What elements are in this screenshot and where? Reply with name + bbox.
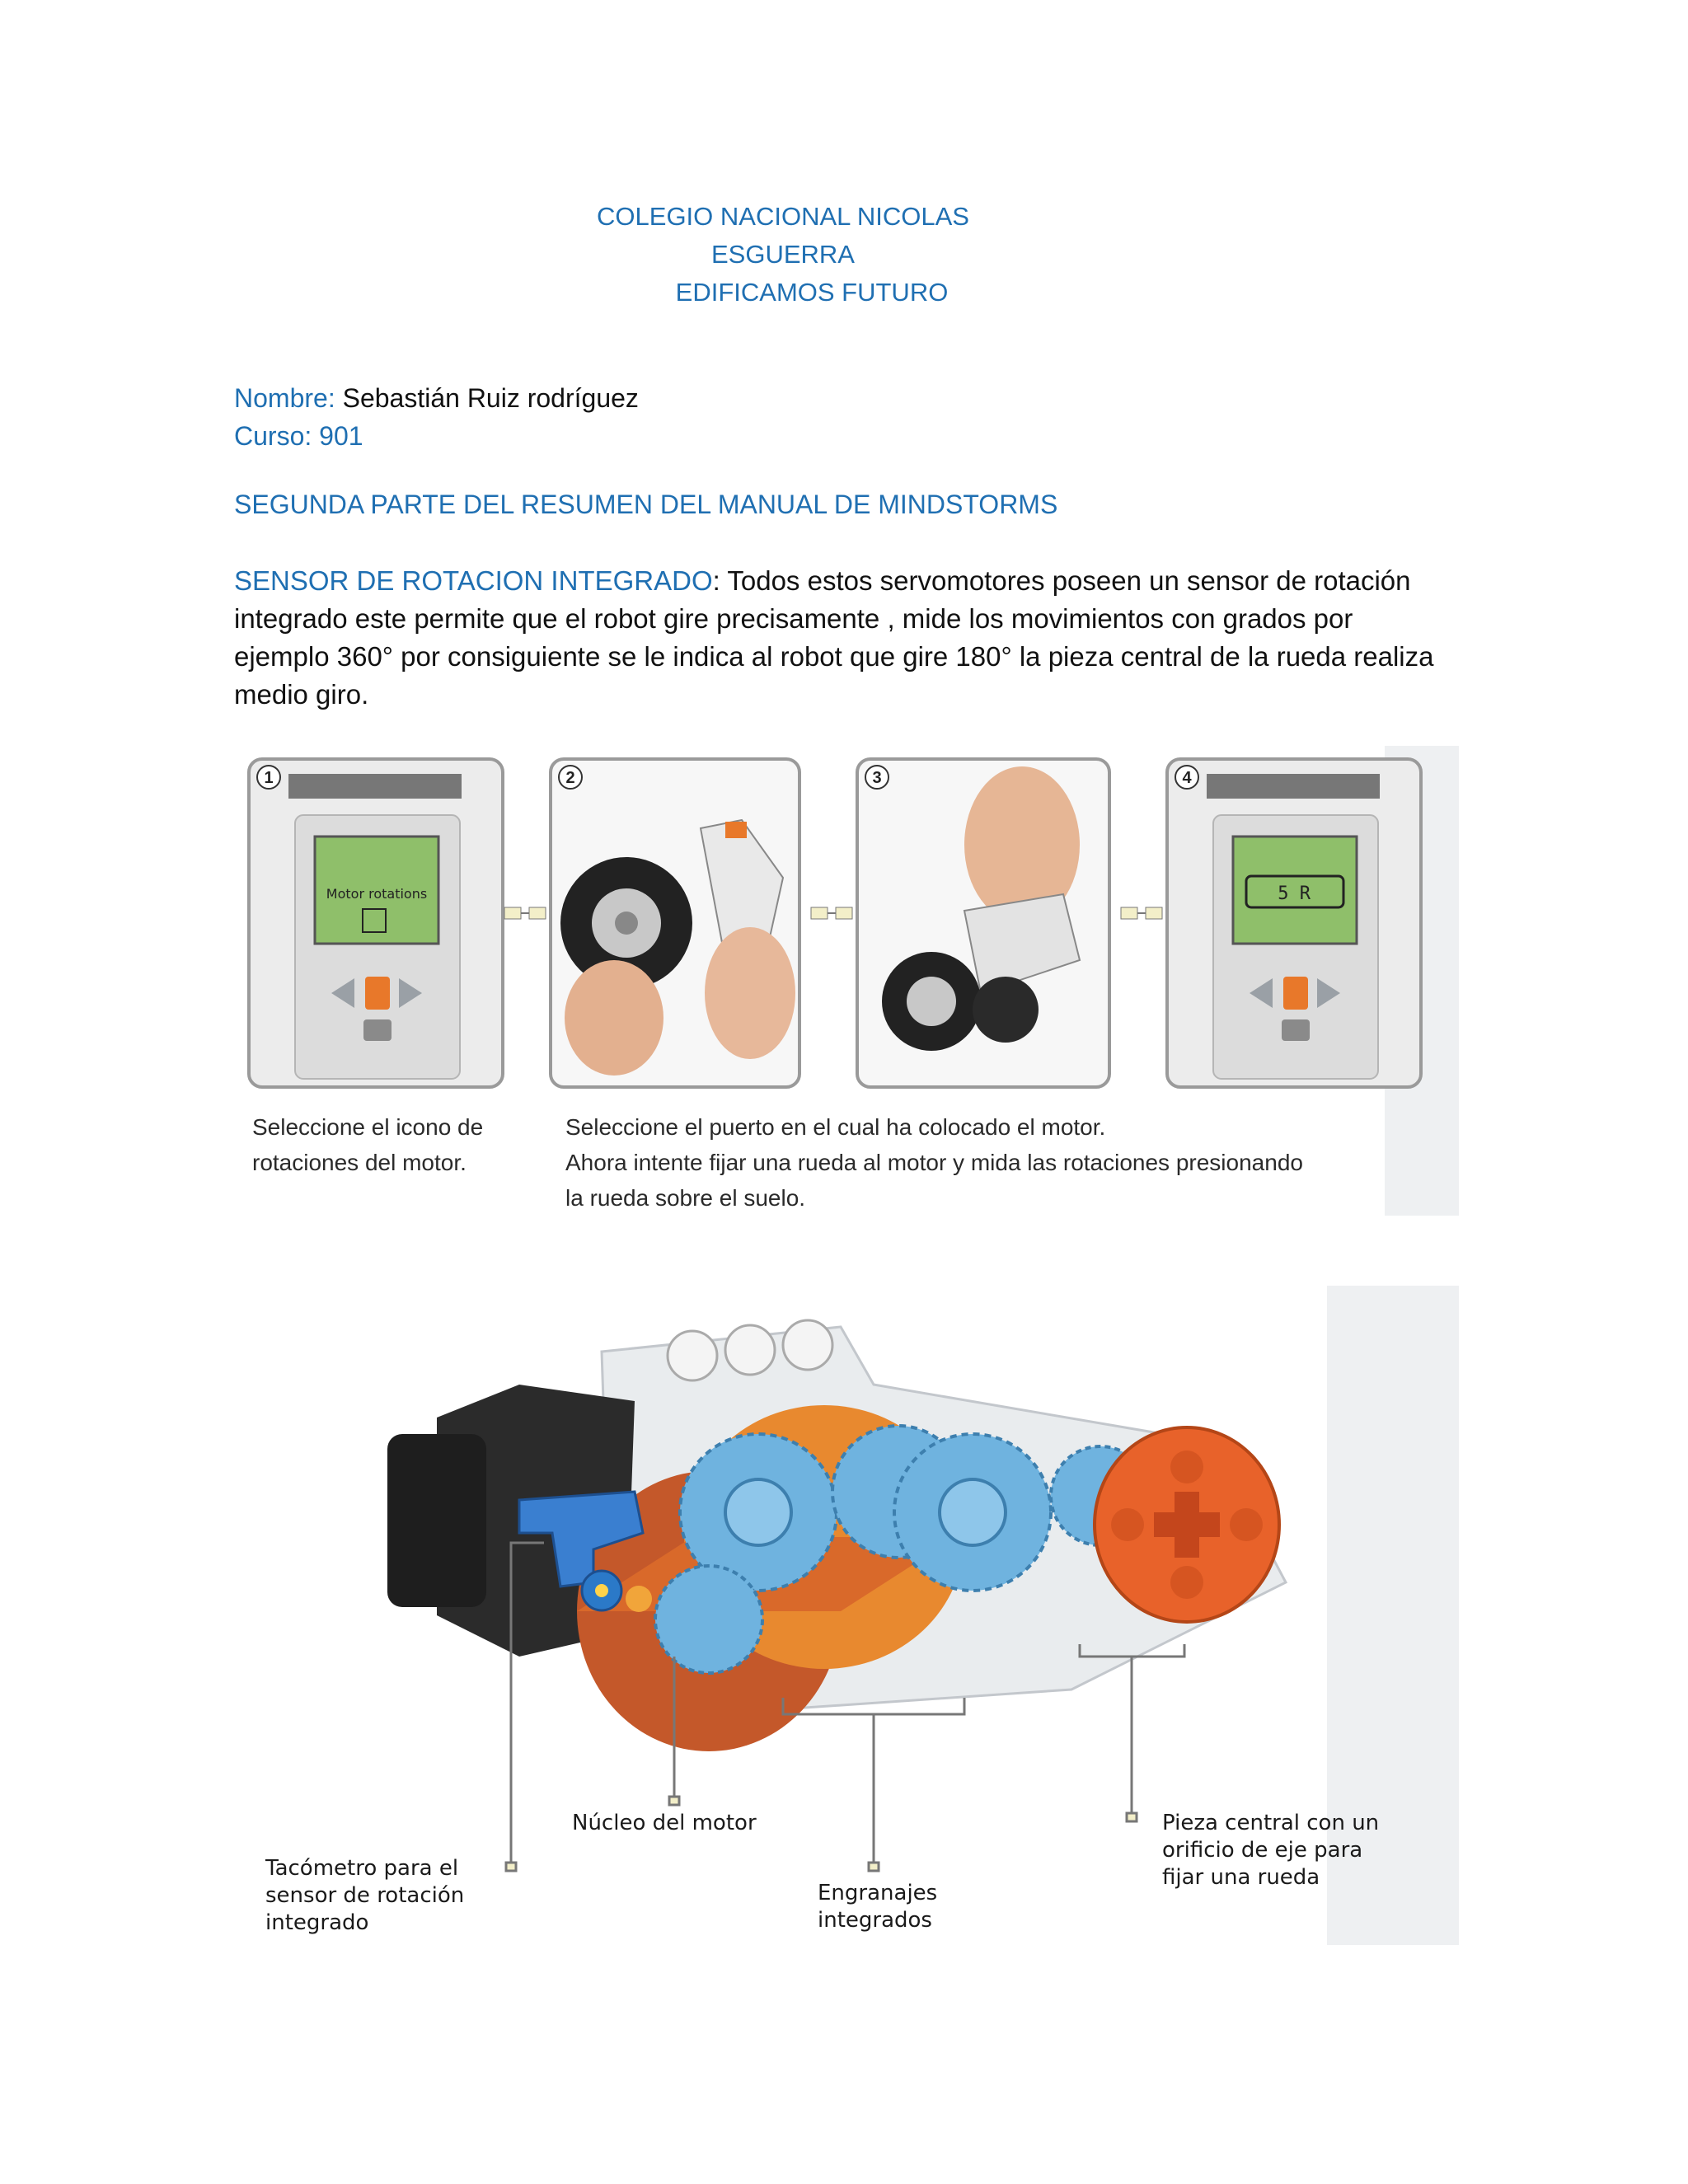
motor-cutaway-figure — [247, 1286, 1459, 1945]
step-panel-2 — [551, 759, 799, 1087]
course-label: Curso — [234, 421, 305, 451]
label-hub-line1: Pieza central con un — [1162, 1811, 1380, 1835]
step-number-4: 4 — [1182, 769, 1192, 787]
step-number-1: 1 — [264, 769, 274, 787]
label-gears-line1: Engranajes — [818, 1881, 938, 1905]
document-header — [528, 198, 1039, 312]
step-number-3: 3 — [872, 769, 882, 787]
screen4-text: 5 R — [1278, 883, 1311, 904]
school-motto: EDIFICAMOS FUTURO — [675, 278, 949, 307]
school-name: COLEGIO NACIONAL NICOLAS ESGUERRA — [597, 202, 969, 269]
caption-right-line2: Ahora intente fijar una rueda al motor y mida las rotaciones presionando — [565, 1150, 1303, 1175]
screen1-text: Motor rotations — [326, 886, 428, 902]
course-value: : 901 — [304, 421, 363, 451]
caption-right-line1: Seleccione el puerto en el cual ha colocado el motor. — [565, 1114, 1106, 1140]
caption-left-line2: rotaciones del motor. — [252, 1150, 467, 1175]
name-value: Sebastián Ruiz rodríguez — [335, 383, 639, 413]
label-tachometer-line1: Tacómetro para el — [265, 1856, 459, 1881]
rotation-steps-figure — [239, 746, 1459, 1216]
paragraph-heading: SENSOR DE ROTACION INTEGRADO — [234, 565, 713, 596]
caption-left-line1: Seleccione el icono de — [252, 1114, 484, 1140]
name-row — [234, 379, 639, 417]
label-tachometer-line2: sensor de rotación — [265, 1883, 465, 1908]
step-panel-1 — [249, 759, 503, 1087]
step-panel-3 — [857, 759, 1109, 1087]
label-tachometer-line3: integrado — [265, 1910, 369, 1935]
label-hub-line2: orificio de eje para — [1162, 1838, 1363, 1863]
label-motor-core: Núcleo del motor — [572, 1811, 757, 1835]
name-label: Nombre: — [234, 383, 335, 413]
step-panel-4 — [1167, 759, 1421, 1087]
section-title: SEGUNDA PARTE DEL RESUMEN DEL MANUAL DE MINDSTORMS — [234, 490, 1058, 519]
label-hub-line3: fijar una rueda — [1162, 1865, 1320, 1890]
paragraph-body: : Todos estos servomotores poseen un sensor de rotación integrado este permite que el robot gire precisamente , mide los movimientos con grados por ejemplo 360° por consiguiente se le indica al robot que gire 180° la pieza central de la rueda realiza medio giro. — [234, 565, 1434, 710]
step-number-2: 2 — [565, 769, 575, 787]
body-paragraph — [234, 562, 1454, 714]
student-info — [234, 379, 639, 455]
label-gears-line2: integrados — [818, 1908, 932, 1933]
course-row — [234, 417, 639, 455]
wheel-hub — [1095, 1427, 1279, 1622]
caption-right-line3: la rueda sobre el suelo. — [565, 1185, 806, 1211]
